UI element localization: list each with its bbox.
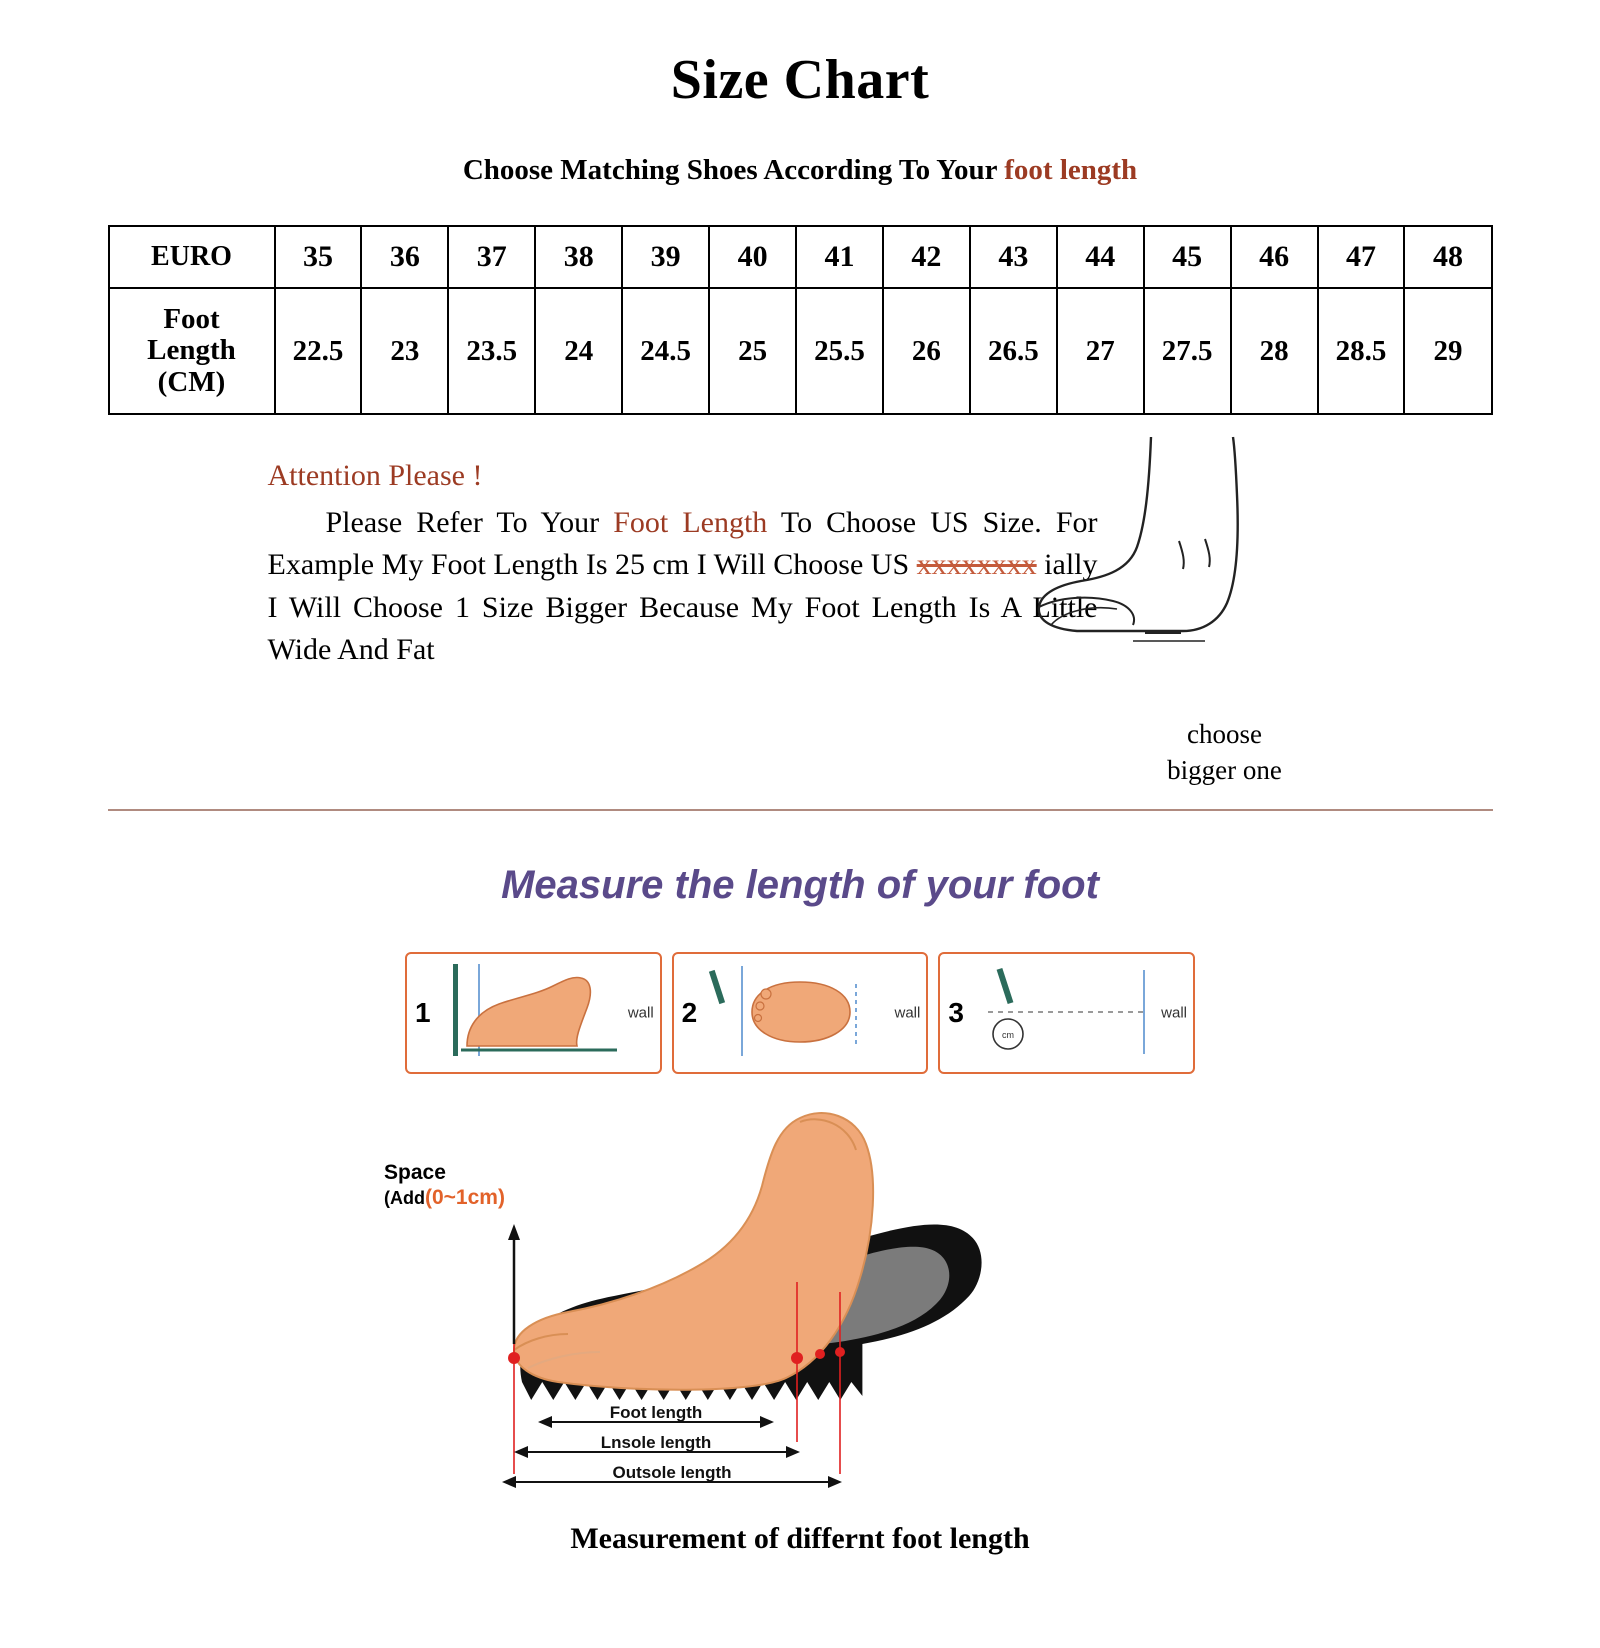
- table-cell: 41: [796, 226, 883, 288]
- choose-bigger-line2: bigger one: [1167, 754, 1282, 785]
- table-cell: 23: [361, 288, 448, 414]
- table-cell: 35: [275, 226, 362, 288]
- table-row-foot-length: [109, 288, 1492, 414]
- attention-part2: To Choose US Size. For Example My Foot Length Is 25 cm I Will Choose US: [267, 505, 1098, 582]
- table-cell: 44: [1057, 226, 1144, 288]
- choose-bigger-line1: choose: [1187, 719, 1262, 749]
- table-cell: 27: [1057, 288, 1144, 414]
- step1-wall-label: wall: [627, 1004, 654, 1022]
- attention-part1: Please Refer To Your: [325, 505, 614, 539]
- attention-text: [268, 455, 1098, 672]
- table-cell: 25.5: [796, 288, 883, 414]
- step1-illustration: [441, 960, 651, 1066]
- table-cell: 29: [1404, 288, 1491, 414]
- foot-label-line2: Length: [147, 334, 236, 367]
- table-cell: 24.5: [622, 288, 709, 414]
- svg-text:cm: cm: [1002, 1030, 1015, 1040]
- table-cell: 27.5: [1144, 288, 1231, 414]
- table-cell: 37: [448, 226, 535, 288]
- subtitle-lead: Choose Matching Shoes According To Your: [462, 154, 1005, 186]
- subtitle-accent: foot length: [1004, 154, 1138, 186]
- foot-measurement-diagram: [300, 1082, 1300, 1512]
- measure-heading: Measure the length of your foot: [501, 863, 1099, 907]
- table-cell: 39: [622, 226, 709, 288]
- attention-body: [268, 502, 1098, 672]
- table-cell: 28: [1231, 288, 1318, 414]
- foot-label-line3: (CM): [157, 365, 226, 398]
- attention-accent: Foot Length: [613, 505, 768, 539]
- page-subtitle: [0, 154, 1600, 187]
- measure-step-3: [938, 952, 1195, 1074]
- table-cell: 40: [709, 226, 796, 288]
- table-cell: 43: [970, 226, 1057, 288]
- foot-outline-illustration: [1033, 429, 1373, 689]
- table-cell: 48: [1404, 226, 1491, 288]
- step2-wall-label: wall: [894, 1004, 921, 1022]
- table-cell: 24: [535, 288, 622, 414]
- step3-illustration: [974, 960, 1184, 1066]
- table-row-euro: [109, 226, 1492, 288]
- space-add-label: [384, 1160, 505, 1210]
- step-number: 2: [681, 997, 698, 1028]
- table-cell: 26.5: [970, 288, 1057, 414]
- step-number: 3: [948, 997, 964, 1028]
- measure-step-2: [672, 952, 929, 1074]
- foot-label-line1: Foot: [163, 303, 220, 336]
- table-cell: 38: [535, 226, 622, 288]
- label-foot-length: Foot length: [609, 1403, 703, 1422]
- table-cell: 47: [1318, 226, 1405, 288]
- row-header-euro: EURO: [109, 226, 275, 288]
- measure-step-1: [405, 952, 662, 1074]
- size-table-container: [108, 225, 1493, 415]
- attention-section: [108, 449, 1493, 829]
- attention-struck-text: xxxxxxxx: [916, 548, 1037, 582]
- label-outsole-length: Outsole length: [612, 1463, 732, 1482]
- measure-steps: [405, 952, 1195, 1074]
- table-cell: 26: [883, 288, 970, 414]
- step3-wall-label: wall: [1161, 1004, 1188, 1022]
- attention-part3: ially I Will Choose 1 Size Bigger Because My Foot Length Is A Little Wide And Fat: [267, 548, 1098, 667]
- table-cell: 28.5: [1318, 288, 1405, 414]
- row-header-foot-length: [109, 288, 275, 414]
- step2-illustration: [708, 960, 918, 1066]
- page-title: Size Chart: [670, 49, 930, 111]
- table-cell: 36: [361, 226, 448, 288]
- label-insole-length: Lnsole length: [600, 1433, 712, 1452]
- size-table: [108, 225, 1493, 415]
- table-cell: 45: [1144, 226, 1231, 288]
- table-cell: 22.5: [275, 288, 362, 414]
- space-label-add: (Add: [384, 1188, 425, 1209]
- space-label-range: (0~1cm): [424, 1186, 505, 1210]
- attention-heading: Attention Please !: [267, 459, 483, 492]
- table-cell: 42: [883, 226, 970, 288]
- choose-bigger-note: [1105, 717, 1345, 788]
- table-cell: 23.5: [448, 288, 535, 414]
- table-cell: 46: [1231, 226, 1318, 288]
- section-divider: [108, 809, 1493, 811]
- space-label-line1: Space: [384, 1161, 446, 1184]
- step-number: 1: [415, 997, 431, 1028]
- diagram-caption: Measurement of differnt foot length: [570, 1522, 1030, 1555]
- table-cell: 25: [709, 288, 796, 414]
